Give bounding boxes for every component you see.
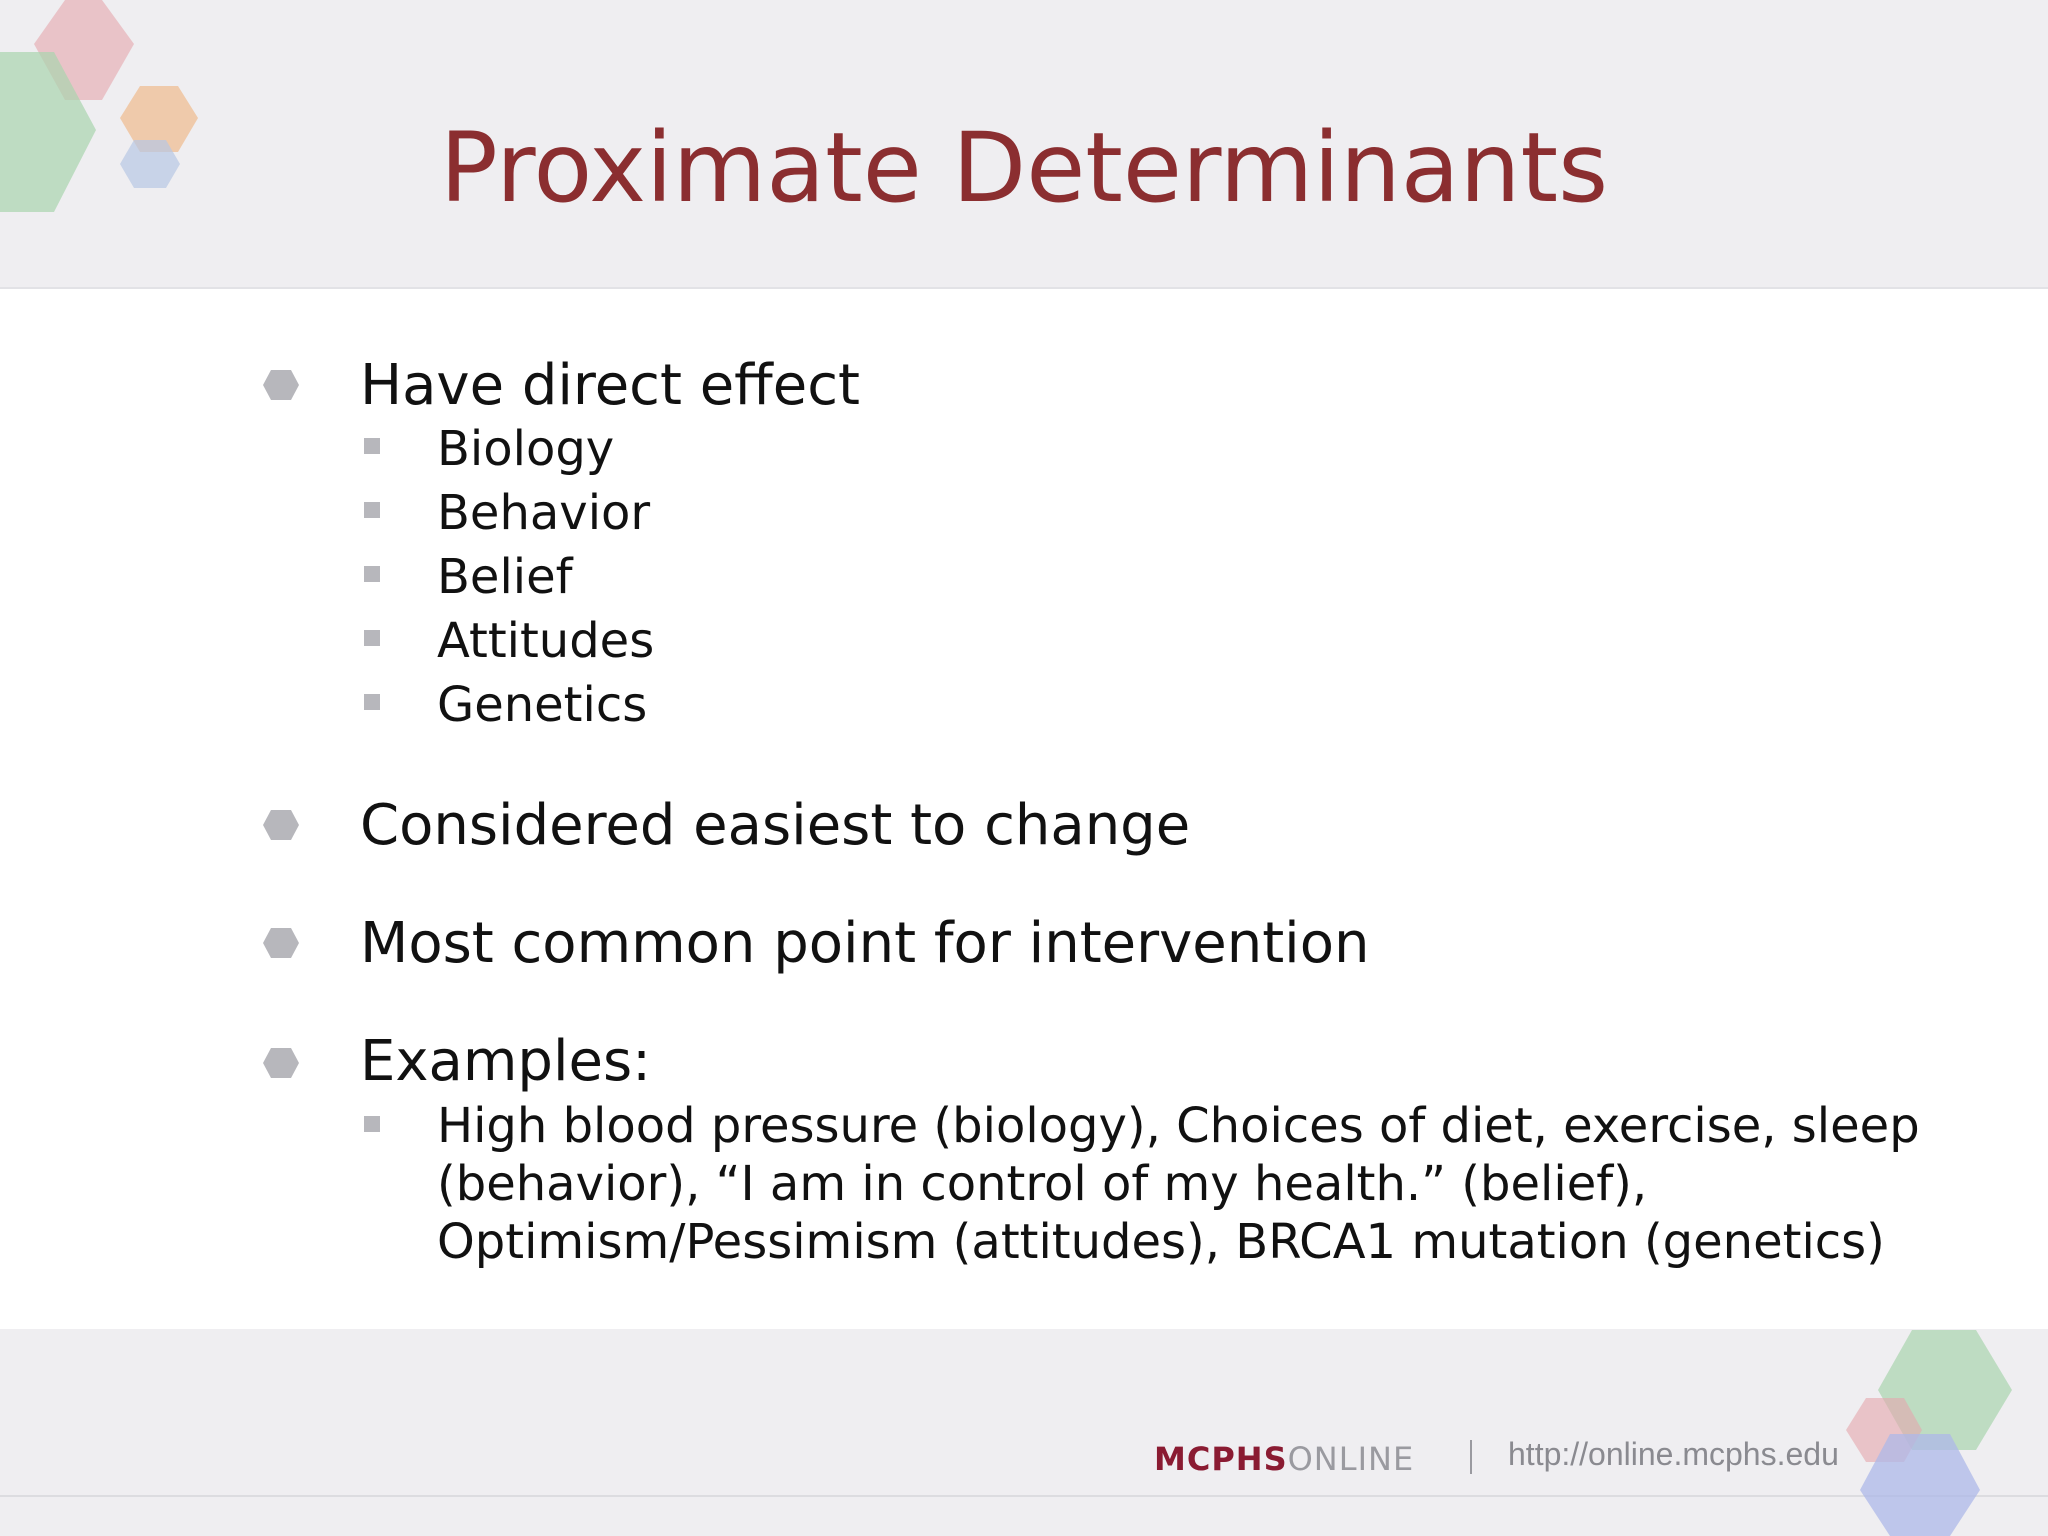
hexagon-bullet-icon (263, 368, 299, 402)
square-bullet-icon (364, 566, 380, 582)
bullet-examples: Examples: (360, 1029, 651, 1094)
footer-url: http://online.mcphs.edu (1508, 1436, 1839, 1472)
subitem-genetics: Genetics (437, 677, 648, 733)
examples-line-1: High blood pressure (biology), Choices of diet, exercise, sleep (437, 1098, 1920, 1154)
footer-separator (1470, 1440, 1472, 1474)
bullet-easiest-to-change: Considered easiest to change (360, 793, 1191, 858)
hexagon-bullet-icon (263, 1046, 299, 1080)
bullet-common-intervention: Most common point for intervention (360, 911, 1370, 976)
square-bullet-icon (364, 630, 380, 646)
hexagon-bullet-icon (263, 808, 299, 842)
square-bullet-icon (364, 1116, 380, 1132)
logo-mcphs: MCPHS (1154, 1440, 1288, 1478)
mcphs-online-logo (1154, 1440, 1414, 1478)
slide-title: Proximate Determinants (439, 112, 1609, 224)
square-bullet-icon (364, 438, 380, 454)
square-bullet-icon (364, 694, 380, 710)
examples-line-3: Optimism/Pessimism (attitudes), BRCA1 mutation (genetics) (437, 1214, 1885, 1270)
subitem-belief: Belief (437, 549, 573, 605)
subitem-biology: Biology (437, 421, 615, 477)
bullet-have-direct-effect: Have direct effect (360, 353, 860, 418)
logo-online: ONLINE (1287, 1440, 1415, 1478)
hexagon-bullet-icon (263, 926, 299, 960)
examples-line-2: (behavior), “I am in control of my health.” (belief), (437, 1156, 1648, 1212)
square-bullet-icon (364, 502, 380, 518)
subitem-attitudes: Attitudes (437, 613, 655, 669)
subitem-behavior: Behavior (437, 485, 651, 541)
